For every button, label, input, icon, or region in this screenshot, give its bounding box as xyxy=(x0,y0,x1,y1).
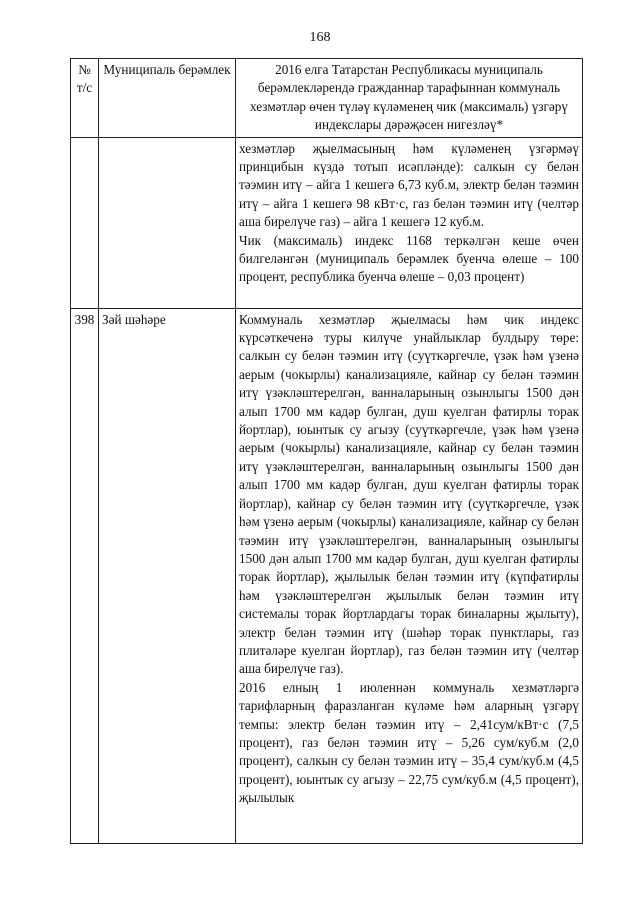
header-municipality: Муниципаль берәмлек xyxy=(99,59,236,138)
paragraph: Чик (максималь) индекс 1168 теркәлгән кеше өчен билгеләнгән (муниципаль берәмлек буенча өлеше – 100 процент, республика буенча өлеше – 0,03 процент) xyxy=(239,232,579,285)
header-description: 2016 елга Татарстан Республикасы муниципаль берәмлекләрендә гражданнар тарафыннан коммуналь хезмәтләр өчен түләү күләменең чик (максималь) үзгәрү индекслары дәрәҗәсен нигезләү* xyxy=(236,59,583,138)
row-number xyxy=(71,137,99,308)
row-description xyxy=(236,308,583,843)
header-number: № т/с xyxy=(71,59,99,138)
page-number: 168 xyxy=(309,30,331,45)
table-header-row xyxy=(71,59,583,138)
row-municipality: Зәй шәһәре xyxy=(99,308,236,843)
tariff-table xyxy=(70,58,583,844)
table-row xyxy=(71,308,583,843)
row-number: 398 xyxy=(71,308,99,843)
table-row xyxy=(71,137,583,308)
paragraph: хезмәтләр җыелмасының һәм күләменең үзгәрмәү принцибын күздә тотып исәпләнде): салкын су белән тәэмин итү – айга 1 кешегә 6,73 куб.м, электр белән тәэмин итү – айга 1 кешегә 98 кВт·с, газ белән тәэмин итү (челтәр аша бирелүче газ) – айга 1 кешегә 12 куб.м. xyxy=(239,140,579,230)
paragraph: Коммуналь хезмәтләр җыелмасы һәм чик индекс күрсәткеченә туры килүче унайлыклар булдыру төре: салкын су белән тәэмин итү (суүткәргечле, үзәк һәм үзенә аерым (чокырлы) канализацияле, кайнар су белән тәэмин итү үзәкләштерелгән, ванналарының озынлыгы 1500 дән алып 1700 мм кадәр булган, душ куелган фатирлы торак йортлар), юынтык су агызу (суүткәргечле, үзәк һәм үзенә аерым (чокырлы) канализацияле, кайнар су белән тәэмин итү үзәкләштерелгән, ванналарының озынлыгы 1500 дән алып 1700 мм кадәр булган, душ куелган фатирлы торак йортлар), кайнар су белән тәэмин итү (суүткәргечле, үзәк һәм үзенә аерым (чокырлы) канализацияле, кайнар су белән тәэмин итү үзәкләштерелгән, ванналарының озынлыгы 1500 дән алып 1700 мм кадәр булган, душ куелган фатирлы торак йортлар), җылылык белән тәэмин итү (күпфатирлы һәм үзәкләштерелгән җылылык белән тәэмин итү системалы торак йортлардагы торак биналарны җылыту), электр белән тәэмин итү (шәһәр торак пунктлары, газ плитәләре куелган йортлар), газ белән тәэмин итү (челтәр аша бирелүче газ). xyxy=(239,311,579,677)
row-municipality xyxy=(99,137,236,308)
row-description xyxy=(236,137,583,308)
paragraph: 2016 елның 1 июленнән коммуналь хезмәтләргә тарифларның фаразланган күләме һәм аларның үзгәрү темпы: электр белән тәэмин итү – 2,41сум/кВт·с (7,5 процент), газ белән тәэмин итү – 5,26 сум/куб.м (2,0 процент), салкын су белән тәэмин итү – 35,4 сум/куб.м (4,5 процент), юынтык су агызу – 22,75 сум/куб.м (4,5 процент), җылылык xyxy=(239,679,579,806)
